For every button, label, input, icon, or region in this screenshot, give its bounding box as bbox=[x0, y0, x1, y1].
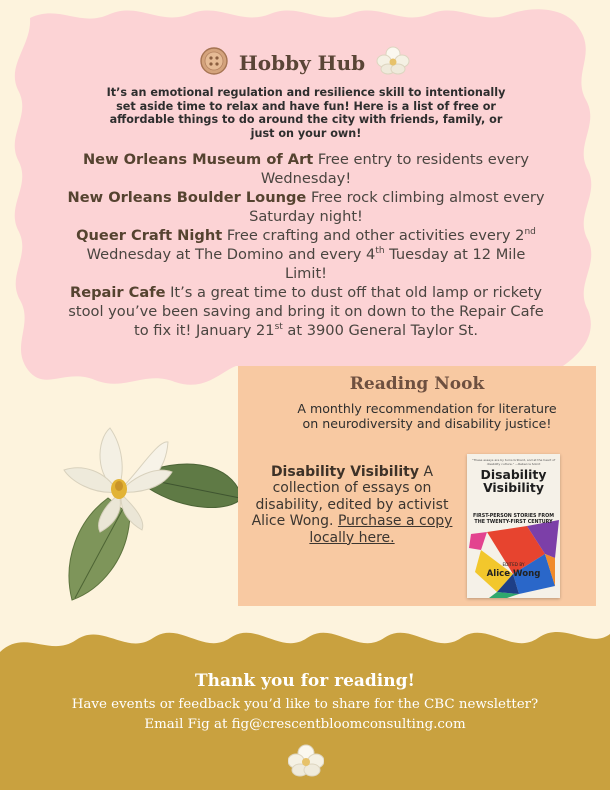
event-desc: Free rock climbing almost every Saturday night! bbox=[249, 189, 545, 225]
book-title: Disability Visibility bbox=[270, 464, 420, 480]
event-name: Queer Craft Night bbox=[76, 227, 223, 244]
event-item bbox=[66, 283, 546, 340]
button-icon bbox=[200, 47, 228, 79]
event-item bbox=[66, 188, 546, 226]
event-desc: Free crafting and other activities every 2 bbox=[222, 227, 525, 244]
white-flower-icon bbox=[376, 46, 410, 80]
magnolia-illustration bbox=[64, 428, 242, 600]
footer-title: Thank you for reading! bbox=[195, 671, 415, 691]
book-cover[interactable] bbox=[467, 454, 560, 598]
event-desc: Free entry to residents every Wednesday! bbox=[260, 151, 530, 187]
book-recommendation bbox=[248, 464, 456, 546]
event-desc: It’s a great time to dust off that old lamp or rickety stool you’ve been saving and bring it on down to the Repair Cafe to fix it! January 21 bbox=[68, 284, 544, 339]
cover-edited-by: EDITED BY bbox=[502, 562, 525, 567]
book-description: A collection of essays on disability, edited by activist Alice Wong. bbox=[251, 464, 449, 530]
cover-title-line: Disability bbox=[480, 467, 547, 482]
event-list bbox=[66, 150, 546, 340]
event-name: Repair Cafe bbox=[69, 284, 166, 301]
hobby-hub-header bbox=[0, 46, 610, 80]
cover-blurb: “These essays are by turns brilliant, and at the heart of disability culture.” —Rebecca Solnit bbox=[471, 458, 556, 466]
reading-nook-subtitle: A monthly recommendation for literature on neurodiversity and disability justice! bbox=[297, 401, 557, 431]
reading-nook-title: Reading Nook bbox=[349, 374, 485, 394]
event-item bbox=[66, 150, 546, 188]
event-desc: Wednesday at The Domino and every 4 bbox=[86, 246, 376, 263]
ordinal-suffix: th bbox=[375, 246, 385, 257]
ordinal-suffix: nd bbox=[524, 227, 536, 238]
purchase-link[interactable]: Purchase a copy locally here. bbox=[309, 513, 453, 546]
cover-title-line: Visibility bbox=[483, 480, 544, 495]
footer-email-line: Email Fig at fig@crescentbloomconsulting.com bbox=[144, 717, 466, 732]
footer-flower-icon bbox=[288, 744, 324, 782]
cover-subtitle: FIRST-PERSON STORIES FROM THE TWENTY-FIRST CENTURY bbox=[473, 514, 554, 525]
hobby-hub-title: Hobby Hub bbox=[238, 51, 366, 75]
cover-author: Alice Wong bbox=[486, 569, 541, 579]
event-name: New Orleans Boulder Lounge bbox=[67, 189, 307, 206]
reading-nook-panel bbox=[238, 366, 596, 606]
hobby-hub-intro: It’s an emotional regulation and resilience skill to intentionally set aside time to relax and have fun! Here is a list of free or affordable things to do around the city with friends, family, or just on your own! bbox=[106, 86, 506, 140]
cover-title bbox=[467, 468, 560, 494]
event-desc: Tuesday at 12 Mile Limit! bbox=[284, 246, 526, 282]
event-desc: at 3900 General Taylor St. bbox=[282, 322, 478, 339]
ordinal-suffix: st bbox=[274, 322, 283, 333]
event-name: New Orleans Museum of Art bbox=[82, 151, 314, 168]
event-item bbox=[66, 226, 546, 283]
footer-line-1: Have events or feedback you’d like to share for the CBC newsletter? bbox=[71, 697, 539, 712]
